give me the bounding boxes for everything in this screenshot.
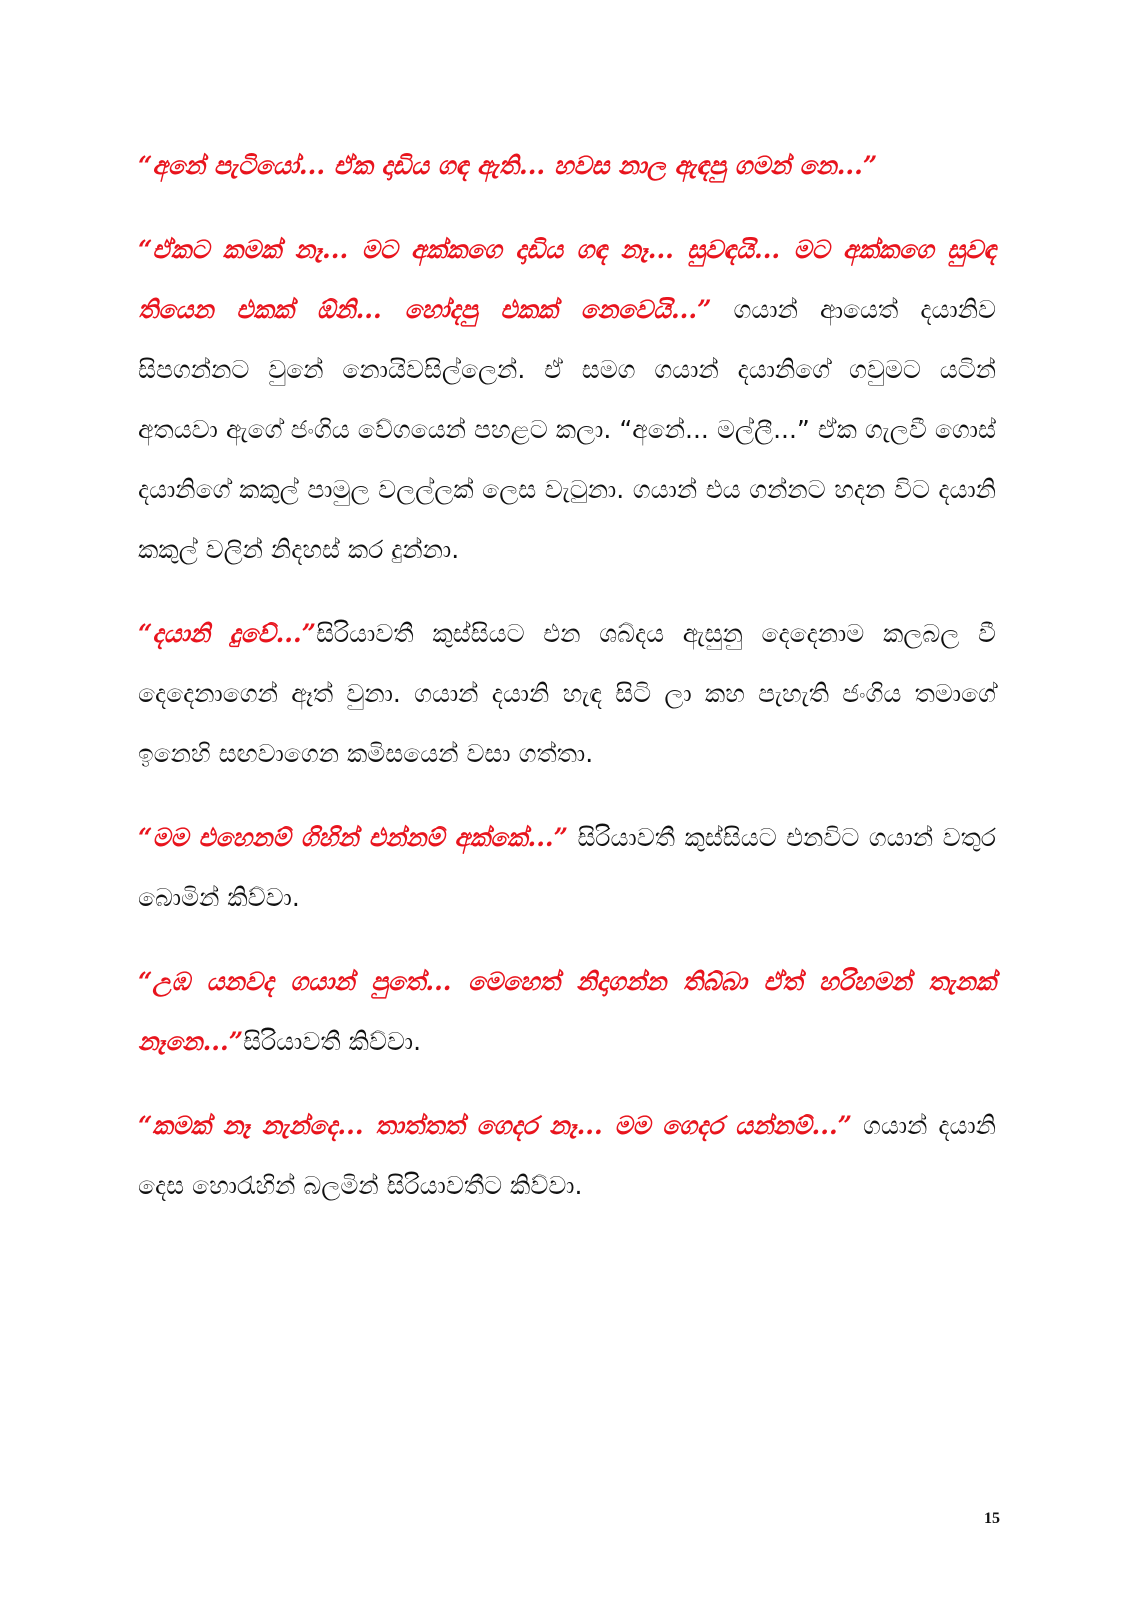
narration-text: සිරියාවතී කිව්වා.	[243, 1027, 422, 1056]
paragraph-6	[138, 1096, 996, 1216]
narration-text: ගයාන් ආයෙත් දයානිව සිපගන්නට වුනේ නොයිවසිල්ලෙන්. ඒ සමග ගයාන් දයානිගේ ගවුමට යටින් අතයවා ඇගේ ජංගිය වේගයෙන් පහළට කලා. “අනේ... මල්ලී...” ඒක ගැලවී ගොස් දයානිගේ කකුල් පාමුල වලල්ලක් ලෙස වැටුනා. ගයාන් එය ගන්නට හදන විට දයානි කකුල් වලින් නිදහස් කර දුන්නා.	[138, 295, 996, 564]
dialogue-text: “මම එහෙනම් ගිහින් එන්නම් අක්කේ...”	[138, 823, 568, 852]
dialogue-text: “කමක් නෑ නැන්දෙ... තාත්තත් ගෙදර නෑ... මම ගෙදර යන්නම්...”	[138, 1111, 853, 1140]
narration-text: ගයාන් දයානි දෙස හොරැහින් බලමින් සිරියාවතීට කිව්වා.	[138, 1111, 996, 1200]
dialogue-text: “ඒකට කමක් නෑ... මට අක්කගෙ දාඩිය ගඳ නෑ... සුවඳයි... මට අක්කගෙ සුවඳ තියෙන එකක් ඕනි... හෝදපු එකක් නෙවෙයි...”	[138, 235, 996, 324]
narration-text: සිරියාවතී කුස්සියට එන ශබ්දය ඇසුනු දෙදෙනාම කලබල වී දෙදෙනාගෙන් ඈත් වුනා. ගයාන් දයානි හැඳ සිටි ලා කහ පැහැති ජංගිය තමාගේ ඉනෙහි සඟවාගෙන කමිසයෙන් වසා ගත්තා.	[138, 619, 996, 768]
page-number: 15	[984, 1510, 1000, 1527]
paragraph-3	[138, 604, 996, 784]
dialogue-text: “උඹ යනවද ගයාන් පුතේ... මෙහෙත් නිදාගන්න තිබ්බා ඒත් හරිහමන් තැනක් නෑනෙ...”	[138, 967, 996, 1056]
paragraph-4	[138, 808, 996, 928]
narration-text: සිරියාවතී කුස්සියට එනවිට ගයාන් වතුර බොමින් කිව්වා.	[138, 823, 996, 912]
story-text	[138, 136, 996, 1240]
dialogue-text: “අනේ පැටියෝ... ඒක දාඩිය ගඳ ඇති... හවස නාල ඇඳපු ගමන් නෙ...”	[138, 151, 878, 180]
paragraph-2	[138, 220, 996, 580]
paragraph-1	[138, 136, 996, 196]
dialogue-text: “දයානි දුවේ...”	[138, 619, 317, 648]
paragraph-5	[138, 952, 996, 1072]
